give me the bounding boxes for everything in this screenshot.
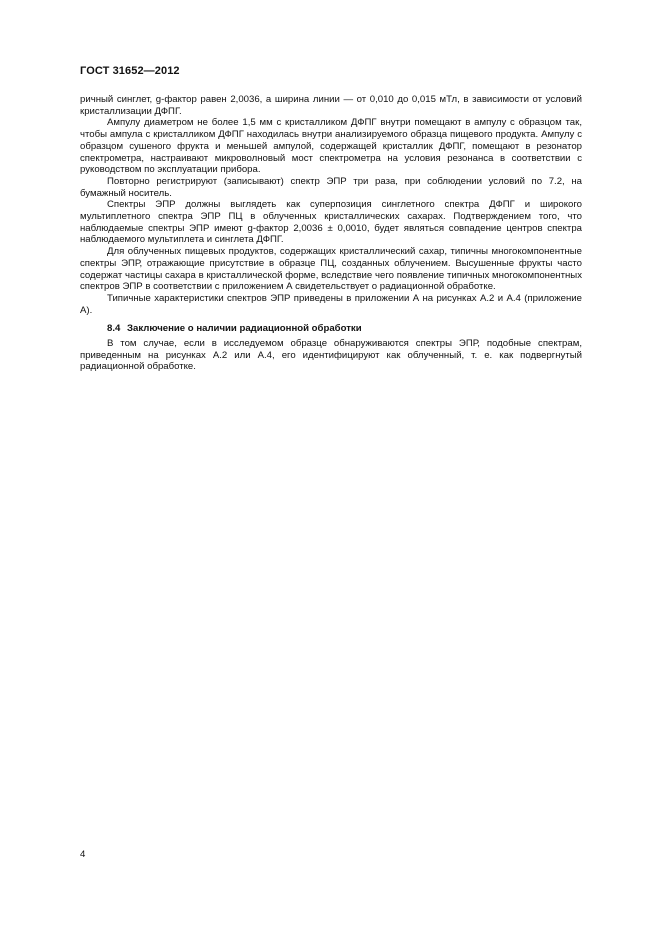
paragraph-repeat-registration: Повторно регистрируют (записывают) спектр ЭПР три раза, при соблюдении условий по 7.2, на бумажный носитель. [80,175,582,199]
section-heading [80,323,582,335]
paragraph-typical-characteristics: Типичные характеристики спектров ЭПР приведены в приложении А на рисунках А.2 и А.4 (приложение А). [80,292,582,316]
section-title: Заключение о наличии радиационной обработки [127,323,362,335]
document-header: ГОСТ 31652—2012 [80,65,180,77]
page-body [80,94,582,373]
page-number: 4 [80,849,86,860]
paragraph-irradiated-products: Для облученных пищевых продуктов, содержащих кристаллический сахар, типичны многокомпонентные спектры ЭПР, отражающие присутствие в образце ПЦ, созданных облучением. Высушенные фрукты часто содержат частицы сахара в кристаллической форме, вследствие чего появление типичных многокомпонентных спектров ЭПР в соответствии с приложением А свидетельствует о радиационной обработке. [80,246,582,293]
paragraph-spectra-superposition: Спектры ЭПР должны выглядеть как суперпозиция синглетного спектра ДФПГ и широкого мультиплетного спектра ЭПР ПЦ в облученных кристаллических сахарах. Подтверждением того, что наблюдаемые спектры ЭПР имеют g-фактор 2,0036 ± 0,0010, будет являться совпадение центров спектра наблюдаемого мультиплета и синглета ДФПГ. [80,199,582,246]
paragraph-continuation: ричный синглет, g-фактор равен 2,0036, а ширина линии — от 0,010 до 0,015 мТл, в зависимости от условий кристаллизации ДФПГ. [80,94,582,117]
paragraph-ampoule: Ампулу диаметром не более 1,5 мм с кристалликом ДФПГ внутри помещают в ампулу с образцом так, чтобы ампула с кристалликом ДФПГ находилась внутри анализируемого образца пищевого продукта. Ампулу с образцом сушеного фрукта и меньшей ампулой, содержащей кристаллик ДФПГ, помещают в резонатор спектрометра, настраивают микроволновый мост спектрометра на условия резонанса в соответствии с руководством по эксплуатации прибора. [80,117,582,176]
section-number: 8.4 [107,323,121,335]
paragraph-conclusion: В том случае, если в исследуемом образце обнаруживаются спектры ЭПР, подобные спектрам, приведенным на рисунках А.2 или А.4, его идентифицируют как облученный, т. е. как подвергнутый радиационной обработке. [80,338,582,373]
